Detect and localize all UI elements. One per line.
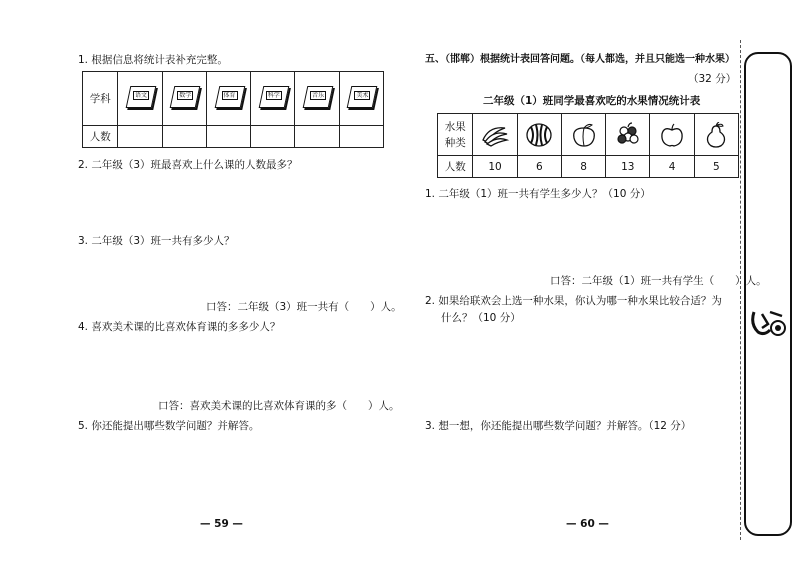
banana-icon [473,114,517,156]
book-cell [206,72,250,126]
fruit-count-header: 人数 [438,156,473,178]
left-q2: 2. 二年级（3）班最喜欢上什么课的人数最多？ [78,159,298,171]
book-cell [251,72,295,126]
right-q3: 3. 想一想，你还能提出哪些数学问题？并解答。（12 分） [425,420,692,432]
left-subject-table [82,71,384,148]
left-a3: 口答：二年级（3）班一共有（ ）人。 [206,301,402,313]
fruit-table [437,113,739,178]
right-points: （32 分） [688,73,737,85]
fruit-count-cell: 4 [650,156,694,178]
watermelon-icon [517,114,561,156]
right-q1: 1. 二年级（1）班一共有学生多少人？（10 分） [425,188,651,200]
left-q3: 3. 二年级（3）班一共有多少人？ [78,235,235,247]
book-cell [118,72,162,126]
fruit-count-cell: 10 [473,156,517,178]
right-page-number: — 60 — [566,518,609,530]
book-icon: 科学 [257,84,289,110]
grapes-icon [606,114,650,156]
fruit-count-cell: 13 [606,156,650,178]
fruit-count-cell: 6 [517,156,561,178]
right-q2-line1: 2. 如果给联欢会上选一种水果，你认为哪一种水果比较合适？为 [425,295,722,307]
book-icon: 音乐 [301,84,333,110]
subject-header: 学科 [83,72,118,126]
book-icon: 体育 [213,84,245,110]
count-cell[interactable] [162,126,206,148]
fruit-count-cell: 5 [694,156,738,178]
book-cell [295,72,339,126]
count-cell[interactable] [206,126,250,148]
count-cell[interactable] [251,126,295,148]
book-icon: 美术 [345,84,377,110]
book-cell [162,72,206,126]
book-icon: 数学 [168,84,200,110]
left-a4: 口答：喜欢美术课的比喜欢体育课的多（ ）人。 [158,400,400,412]
right-heading: 五、（邯郸）根据统计表回答问题。（每人都选，并且只能选一种水果） [425,54,735,65]
brand-logo [748,306,788,342]
apple-icon [650,114,694,156]
count-cell[interactable] [339,126,383,148]
peach-icon [561,114,605,156]
binding-line [740,40,742,540]
count-header: 人数 [83,126,118,148]
book-cell [339,72,383,126]
fruit-count-cell: 8 [561,156,605,178]
left-page-number: — 59 — [200,518,243,530]
pear-icon [694,114,738,156]
book-icon: 语文 [124,84,156,110]
sidebar-frame [744,52,792,536]
right-a1: 口答：二年级（1）班一共有学生（ ）人。 [550,275,767,287]
left-q1: 1. 根据信息将统计表补充完整。 [78,54,228,66]
count-cell[interactable] [118,126,162,148]
count-cell[interactable] [295,126,339,148]
left-q4: 4. 喜欢美术课的比喜欢体育课的多多少人？ [78,321,281,333]
fruit-table-title: 二年级（1）班同学最喜欢吃的水果情况统计表 [483,95,701,107]
left-q5: 5. 你还能提出哪些数学问题？并解答。 [78,420,260,432]
fruit-type-header: 水果 种类 [438,114,473,156]
right-q2-line2: 什么？（10 分） [441,312,521,324]
